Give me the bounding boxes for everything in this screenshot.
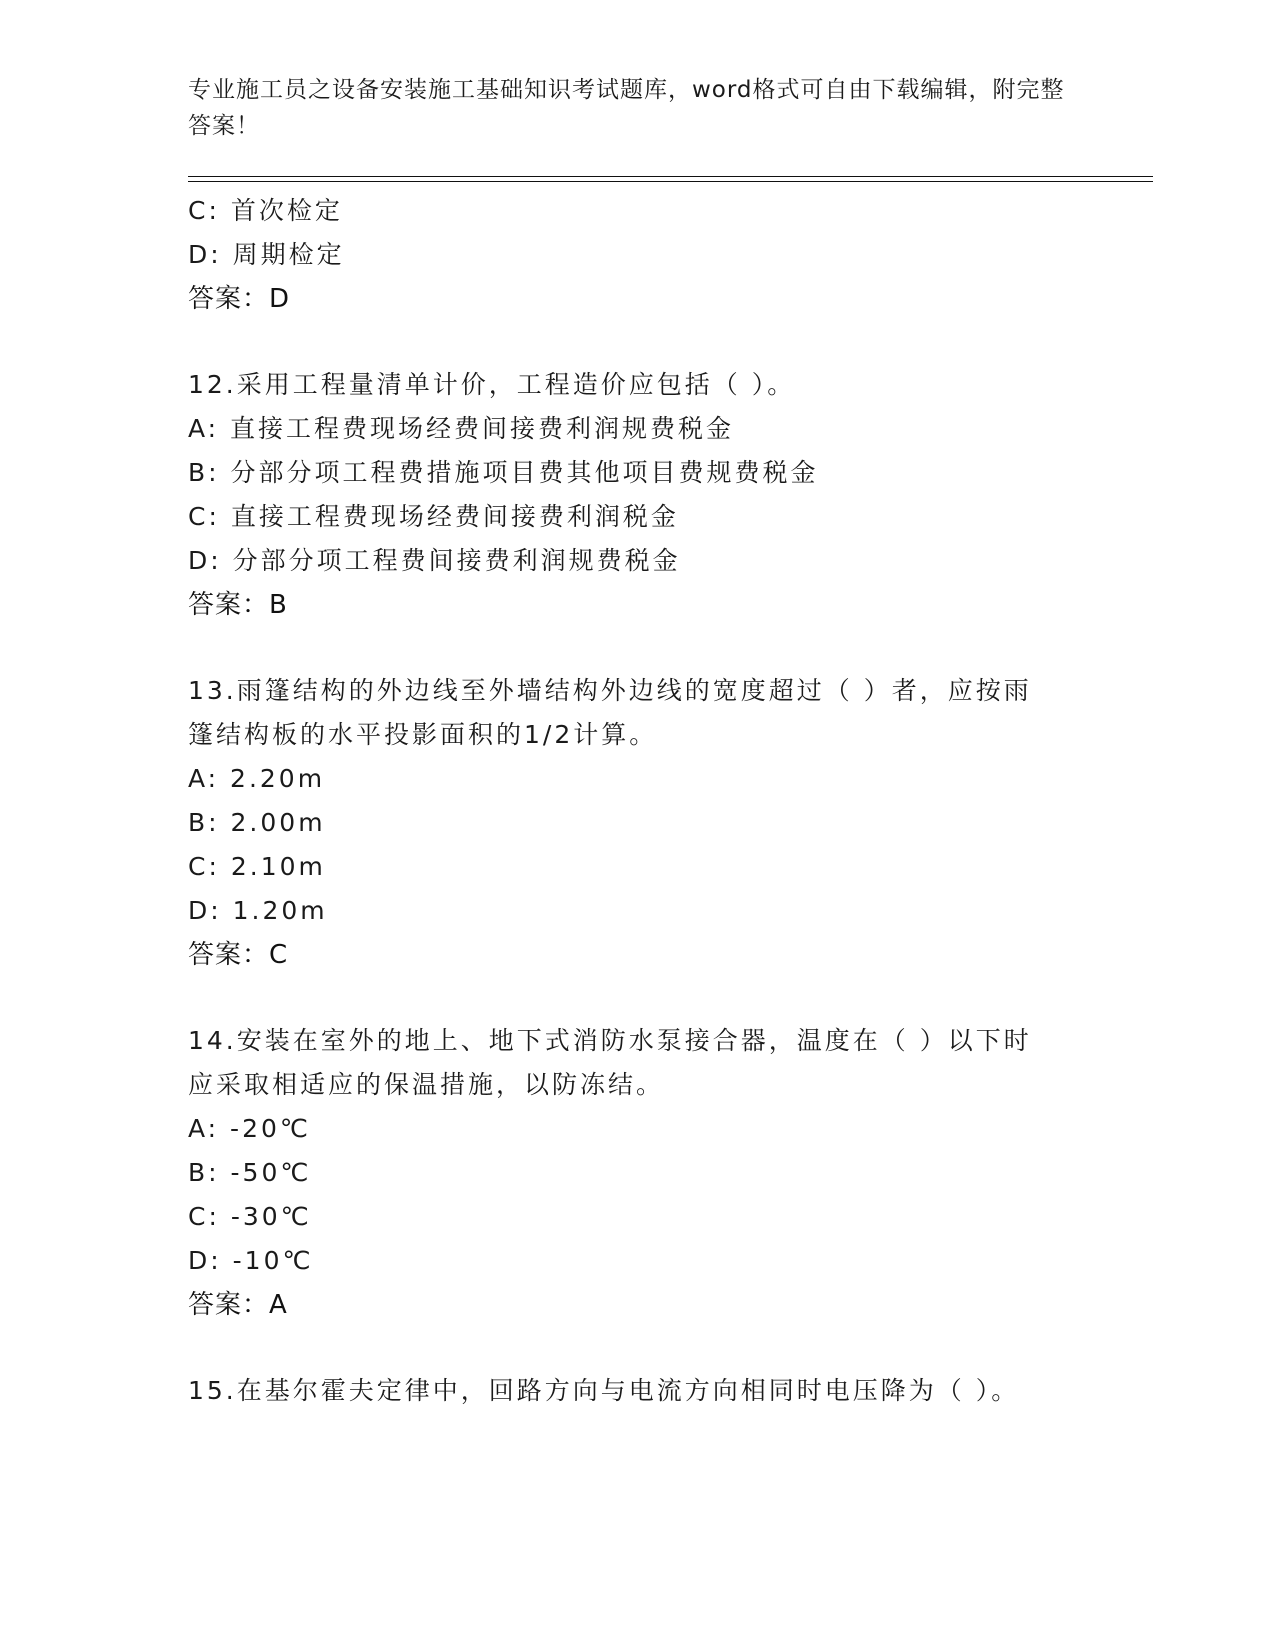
option-c: [188, 502, 679, 532]
option-label: D:: [188, 240, 222, 269]
option-b: [188, 1158, 311, 1188]
option-label: A:: [188, 414, 220, 443]
option-label: B:: [188, 808, 220, 837]
answer: 答案：D: [188, 284, 291, 314]
option-label: C:: [188, 196, 220, 225]
option-d: [188, 240, 345, 270]
option-a: [188, 414, 734, 444]
question-13-stem-continued: 篷结构板的水平投影面积的1/2计算。: [188, 720, 658, 749]
option-d: [188, 546, 681, 576]
option-text: 直接工程费现场经费间接费利润税金: [230, 502, 679, 531]
option-a: [188, 1114, 311, 1144]
header-rule-top: [188, 176, 1153, 177]
option-label: A:: [188, 764, 220, 793]
question-15-stem: 15.在基尔霍夫定律中，回路方向与电流方向相同时电压降为（ ）。: [188, 1376, 1020, 1405]
answer: 答案：C: [188, 940, 289, 970]
option-label: A:: [188, 1114, 220, 1143]
option-text: -30℃: [230, 1202, 312, 1231]
answer: 答案：A: [188, 1290, 288, 1320]
option-text: 分部分项工程费间接费利润规费税金: [232, 546, 681, 575]
option-d: [188, 1246, 314, 1276]
answer: 答案：B: [188, 590, 288, 620]
question-12-stem: 12.采用工程量清单计价，工程造价应包括（ ）。: [188, 370, 796, 399]
option-text: 1.20m: [232, 896, 328, 925]
question-14-stem: 14.安装在室外的地上、地下式消防水泵接合器，温度在（ ）以下时: [188, 1026, 1032, 1055]
option-label: C:: [188, 1202, 220, 1231]
option-a: [188, 764, 325, 794]
option-text: -20℃: [230, 1114, 311, 1143]
question-13-stem: 13.雨篷结构的外边线至外墙结构外边线的宽度超过（ ）者，应按雨: [188, 676, 1032, 705]
option-text: 2.20m: [230, 764, 326, 793]
option-text: 分部分项工程费措施项目费其他项目费规费税金: [230, 458, 819, 487]
option-label: D:: [188, 546, 222, 575]
question-14-stem-continued: 应采取相适应的保温措施，以防冻结。: [188, 1070, 665, 1099]
option-text: 2.00m: [230, 808, 326, 837]
header-rule-bottom: [188, 181, 1153, 182]
option-text: 2.10m: [230, 852, 326, 881]
option-label: B:: [188, 458, 220, 487]
option-c: [188, 852, 326, 882]
option-c: [188, 1202, 312, 1232]
option-label: B:: [188, 1158, 220, 1187]
option-label: D:: [188, 896, 222, 925]
option-text: 直接工程费现场经费间接费利润规费税金: [230, 414, 735, 443]
option-text: 首次检定: [230, 196, 343, 225]
document-header: 专业施工员之设备安装施工基础知识考试题库，word格式可自由下载编辑，附完整答案！: [188, 77, 1065, 139]
option-b: [188, 808, 326, 838]
option-d: [188, 896, 328, 926]
option-label: C:: [188, 852, 220, 881]
option-label: C:: [188, 502, 220, 531]
option-label: D:: [188, 1246, 222, 1275]
option-text: -50℃: [230, 1158, 312, 1187]
option-b: [188, 458, 819, 488]
option-text: 周期检定: [232, 240, 345, 269]
option-c: [188, 196, 343, 226]
option-text: -10℃: [232, 1246, 314, 1275]
